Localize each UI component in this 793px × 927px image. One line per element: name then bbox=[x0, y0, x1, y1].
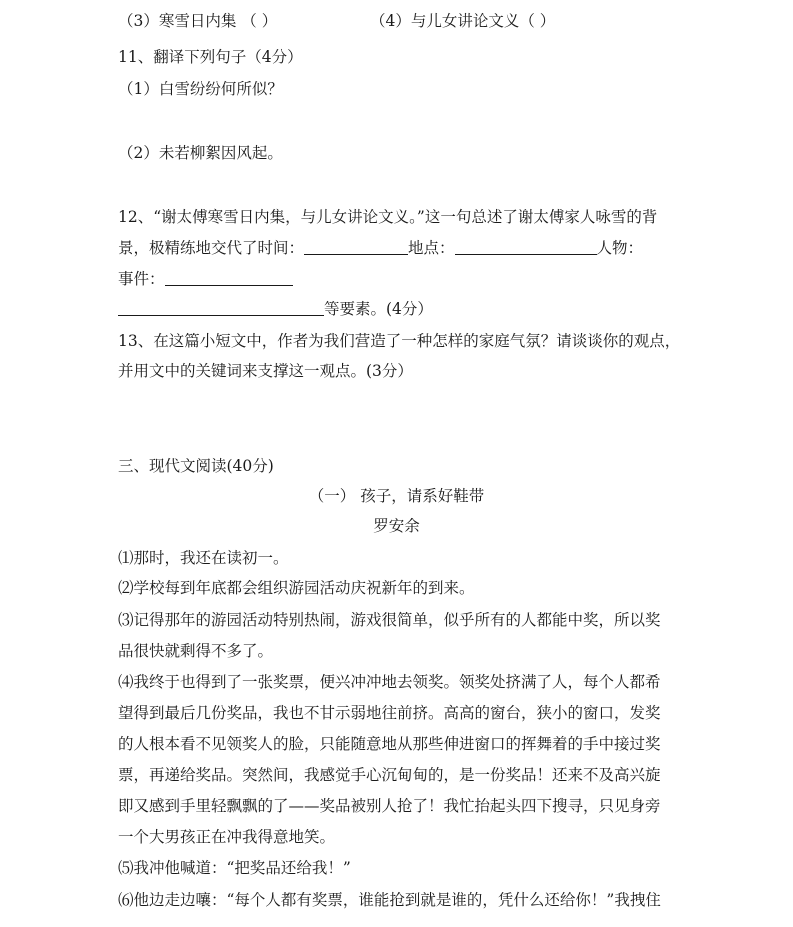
paragraph-2: ⑵学校每到年底都会组织游园活动庆祝新年的到来。 bbox=[118, 579, 475, 597]
q12-line-2 bbox=[118, 238, 643, 258]
q12-line-3 bbox=[118, 269, 293, 289]
time-answer-blank[interactable] bbox=[304, 239, 408, 255]
paragraph-3-line-1: ⑶记得那年的游园活动特别热闹，游戏很简单，似乎所有的人都能中奖，所以奖 bbox=[118, 611, 661, 629]
q12-line-1: 12、“谢太傅寒雪日内集，与儿女讲论文义。”这一句总述了谢太傅家人咏雪的背 bbox=[118, 208, 658, 226]
q11-sentence-2: （2）未若柳絮因风起。 bbox=[118, 144, 283, 162]
paragraph-3-line-2: 品很快就剩得不多了。 bbox=[118, 642, 274, 660]
q10-item4: （4）与儿女讲论文义（ ） bbox=[370, 12, 556, 30]
paragraph-6-line-1: ⑹他边走边嚷：“每个人都有奖票，谁能抢到就是谁的，凭什么还给你！”我拽住 bbox=[118, 891, 661, 909]
q12-time-label: 景，极精练地交代了时间： bbox=[118, 239, 305, 257]
paragraph-4-line-6: 一个大男孩正在冲我得意地笑。 bbox=[118, 828, 336, 846]
q11-sentence-1: （1）白雪纷纷何所似？ bbox=[118, 80, 283, 98]
q12-person-label: 人物： bbox=[596, 239, 644, 257]
q11-heading: 11、翻译下列句子（4分） bbox=[118, 48, 303, 66]
paragraph-4-line-5: 即又感到手里轻飘飘的了——奖品被别人抢了！我忙抬起头四下搜寻，只见身旁 bbox=[118, 797, 661, 815]
q13-line-1: 13、在这篇小短文中，作者为我们营造了一种怎样的家庭气氛？请谈谈你的观点， bbox=[118, 332, 681, 350]
paragraph-1: ⑴那时，我还在读初一。 bbox=[118, 549, 289, 567]
q12-place-label: 地点： bbox=[408, 239, 455, 257]
q12-event-label: 事件： bbox=[118, 270, 165, 288]
passage-author: 罗安余 bbox=[373, 517, 420, 535]
paragraph-4-line-3: 的人根本看不见领奖人的脸，只能随意地从那些伸进窗口的挥舞着的手中接过奖 bbox=[118, 735, 661, 753]
paragraph-4-line-4: 票，再递给奖品。突然间，我感觉手心沉甸甸的，是一份奖品！还来不及高兴旋 bbox=[118, 766, 661, 784]
event-answer-blank[interactable] bbox=[165, 270, 293, 286]
q12-elements-label: 等要素。(4分） bbox=[324, 300, 433, 318]
paragraph-4-line-2: 望得到最后几份奖品，我也不甘示弱地往前挤。高高的窗台，狭小的窗口，发奖 bbox=[118, 704, 661, 722]
section-heading: 三、现代文阅读(40分) bbox=[118, 457, 274, 475]
event-answer-blank-cont[interactable] bbox=[118, 300, 324, 316]
passage-title: （一） 孩子，请系好鞋带 bbox=[308, 487, 485, 505]
q13-line-2: 并用文中的关键词来支撑这一观点。(3分） bbox=[118, 362, 413, 380]
q12-line-4 bbox=[118, 299, 433, 319]
q10-item3: （3）寒雪日内集 （ ） bbox=[118, 12, 278, 30]
paragraph-4-line-1: ⑷我终于也得到了一张奖票，便兴冲冲地去领奖。领奖处挤满了人，每个人都希 bbox=[118, 673, 661, 691]
place-answer-blank[interactable] bbox=[455, 239, 597, 255]
paragraph-5: ⑸我冲他喊道：“把奖品还给我！” bbox=[118, 859, 351, 877]
